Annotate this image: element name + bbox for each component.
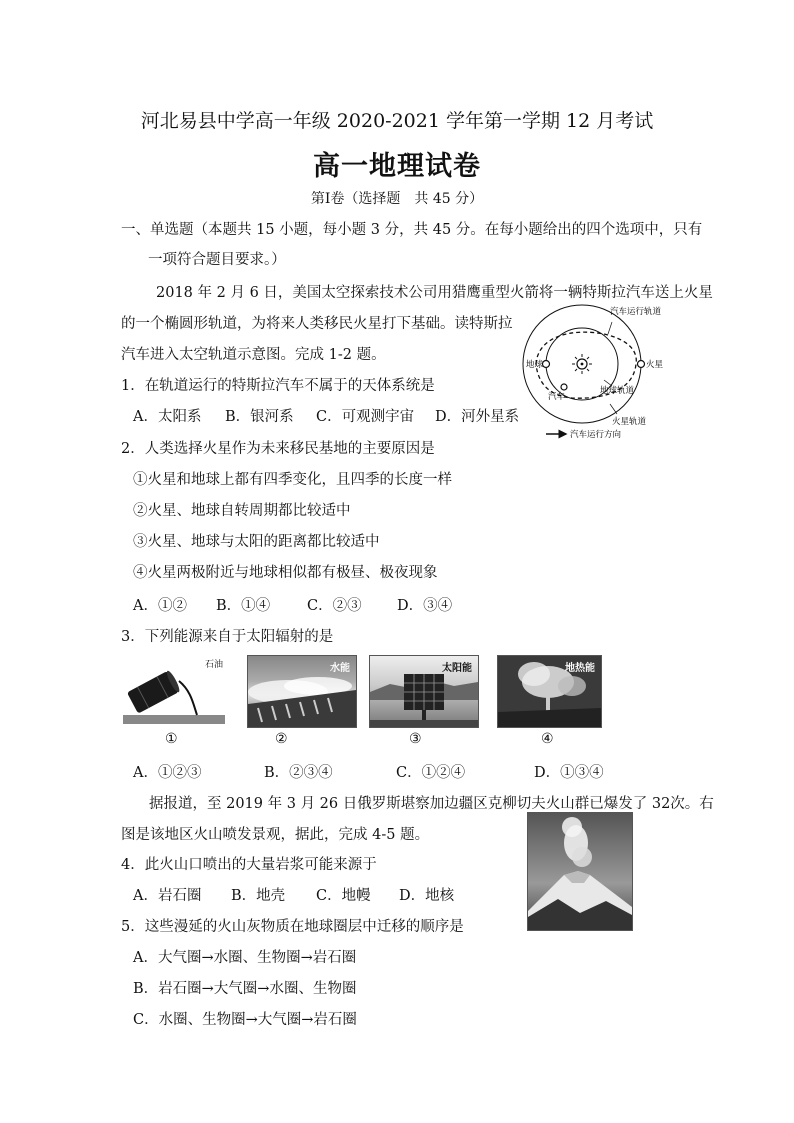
- q5-option-b: B．岩石圈→大气圈→水圈、生物圈: [133, 981, 357, 997]
- q5-option-c: C．水圈、生物圈→大气圈→岩石圈: [133, 1012, 357, 1028]
- mars-icon: [638, 361, 645, 368]
- car-icon: [561, 384, 567, 390]
- label-car: 汽车: [548, 392, 566, 402]
- q2-item-2: ②火星、地球自转周期都比较适中: [133, 503, 351, 519]
- passage1-line-3: 汽车进入太空轨道示意图。完成 1-2 题。: [121, 347, 386, 363]
- geothermal-image: [497, 655, 602, 728]
- solar-label: 太阳能: [442, 663, 472, 674]
- section-heading: 第Ⅰ卷（选择题 共 45 分）: [310, 191, 484, 207]
- q2-option-c: C．②③: [307, 598, 362, 614]
- orbit-diagram: [512, 300, 684, 448]
- instructions-line-1: 一、单选题（本题共 15 小题，每小题 3 分，共 45 分。在每小题给出的四个选项中，只有: [121, 222, 703, 238]
- label-earth: 地球: [526, 360, 544, 370]
- image-number-2: ②: [275, 731, 288, 747]
- passage2-line-1: 据报道，至 2019 年 3 月 26 日俄罗斯堪察加边疆区克柳切夫火山群已爆发了 32次。右: [149, 796, 714, 812]
- q5-option-a: A．大气圈→水圈、生物圈→岩石圈: [133, 950, 357, 966]
- q1-option-d: D．河外星系: [435, 409, 520, 425]
- q1-stem: 1．在轨道运行的特斯拉汽车不属于的天体系统是: [121, 378, 435, 394]
- label-mars-orbit: 火星轨道: [612, 417, 647, 427]
- q1-option-a: A．太阳系: [133, 409, 202, 425]
- q3-option-a: A．①②③: [133, 765, 202, 781]
- sun-icon: [572, 354, 592, 374]
- exam-title: 河北易县中学高一年级 2020-2021 学年第一学期 12 月考试: [140, 110, 654, 132]
- label-direction: 汽车运行方向: [570, 430, 622, 440]
- q4-stem: 4．此火山口喷出的大量岩浆可能来源于: [121, 857, 377, 873]
- q1-option-c: C．可观测宇宙: [316, 409, 415, 425]
- image-number-1: ①: [165, 731, 178, 747]
- q3-stem: 3．下列能源来自于太阳辐射的是: [121, 629, 334, 645]
- oil-image: [121, 655, 227, 726]
- q2-option-b: B．①④: [216, 598, 271, 614]
- q2-option-a: A．①②: [133, 598, 187, 614]
- passage1-line-2: 的一个椭圆形轨道，为将来人类移民火星打下基础。读特斯拉: [121, 316, 513, 332]
- q2-item-4: ④火星两极附近与地球相似都有极昼、极夜现象: [133, 565, 438, 581]
- q3-option-c: C．①②④: [396, 765, 466, 781]
- paper-subtitle: 高一地理试卷: [313, 151, 481, 182]
- q5-stem: 5．这些漫延的火山灰物质在地球圈层中迁移的顺序是: [121, 919, 464, 935]
- q2-item-1: ①火星和地球上都有四季变化，且四季的长度一样: [133, 472, 452, 488]
- q2-option-d: D．③④: [397, 598, 453, 614]
- q2-stem: 2．人类选择火星作为未来移民基地的主要原因是: [121, 441, 435, 457]
- hydro-image: [247, 655, 357, 728]
- q4-option-b: B．地壳: [231, 888, 286, 904]
- q3-option-d: D．①③④: [534, 765, 604, 781]
- q4-option-a: A．岩石圈: [133, 888, 202, 904]
- q3-option-b: B．②③④: [264, 765, 333, 781]
- instructions-line-2: 一项符合题目要求。）: [148, 252, 286, 268]
- label-mars: 火星: [646, 360, 664, 370]
- earth-icon: [543, 361, 550, 368]
- label-car-orbit: 汽车运行轨道: [610, 307, 662, 317]
- q2-item-3: ③火星、地球与太阳的距离都比较适中: [133, 534, 380, 550]
- volcano-image: [527, 812, 633, 931]
- hydro-label: 水能: [330, 663, 350, 674]
- q1-option-b: B．银河系: [225, 409, 294, 425]
- oil-label: 石油: [205, 660, 224, 670]
- q4-option-d: D．地核: [399, 888, 455, 904]
- geothermal-label: 地热能: [565, 663, 595, 674]
- solar-image: [369, 655, 479, 728]
- label-earth-orbit: 地球轨道: [600, 386, 635, 396]
- passage1-line-1: 2018 年 2 月 6 日，美国太空探索技术公司用猎鹰重型火箭将一辆特斯拉汽车送上火星: [156, 285, 713, 301]
- image-number-4: ④: [541, 731, 554, 747]
- q4-option-c: C．地幔: [316, 888, 371, 904]
- passage2-line-2: 图是该地区火山喷发景观，据此，完成 4-5 题。: [121, 827, 430, 843]
- image-number-3: ③: [409, 731, 422, 747]
